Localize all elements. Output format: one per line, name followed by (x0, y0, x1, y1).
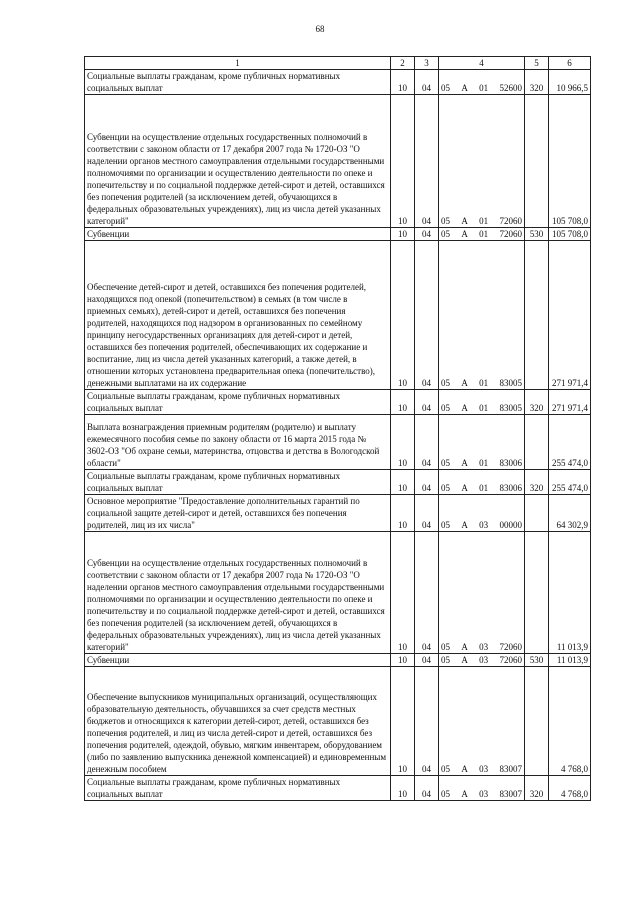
row-amount: 255 474,0 (549, 470, 591, 495)
target-code-part: 05 (441, 520, 450, 530)
target-code-part: 03 (479, 655, 489, 665)
target-code-parts (441, 519, 522, 531)
row-subsection: 04 (415, 667, 439, 776)
target-code-part: 05 (441, 403, 450, 413)
table-row (85, 667, 591, 776)
target-code-parts (441, 82, 522, 94)
target-code-part: 05 (441, 229, 450, 239)
table-row (85, 70, 591, 95)
row-amount: 4 768,0 (549, 667, 591, 776)
row-expense-type: 530 (525, 654, 549, 667)
target-code-part: 72060 (499, 642, 522, 652)
row-target-code (439, 470, 525, 495)
target-code-part: 83007 (499, 789, 522, 799)
row-target-code (439, 228, 525, 241)
header-col-1: 1 (85, 57, 391, 70)
target-code-part: 03 (479, 764, 489, 774)
row-amount: 11 013,9 (549, 654, 591, 667)
target-code-part: А (461, 403, 468, 413)
table-row (85, 415, 591, 470)
target-code-part: 00000 (499, 520, 522, 530)
target-code-part: 01 (479, 403, 489, 413)
target-code-part: А (461, 520, 468, 530)
row-expense-type (525, 415, 549, 470)
target-code-part: 05 (441, 789, 450, 799)
header-col-4: 4 (439, 57, 525, 70)
row-target-code (439, 532, 525, 654)
target-code-part: А (461, 655, 468, 665)
table-row (85, 228, 591, 241)
target-code-part: 05 (441, 642, 450, 652)
target-code-part: 83007 (499, 764, 522, 774)
target-code-part: 01 (479, 483, 489, 493)
row-target-code (439, 70, 525, 95)
table-row (85, 495, 591, 532)
row-section: 10 (391, 776, 415, 801)
header-col-2: 2 (391, 57, 415, 70)
row-section: 10 (391, 390, 415, 415)
target-code-part: А (461, 216, 468, 226)
row-description: Социальные выплаты гражданам, кроме публичных нормативных социальных выплат (85, 70, 391, 95)
target-code-part: 72060 (499, 216, 522, 226)
row-section: 10 (391, 654, 415, 667)
row-description: Субвенции (85, 654, 391, 667)
target-code-part: 52600 (499, 83, 522, 93)
target-code-parts (441, 641, 522, 653)
row-target-code (439, 241, 525, 390)
row-section: 10 (391, 532, 415, 654)
row-amount: 64 302,9 (549, 495, 591, 532)
row-section: 10 (391, 70, 415, 95)
target-code-part: А (461, 642, 468, 652)
target-code-part: А (461, 789, 468, 799)
target-code-part: 03 (479, 642, 489, 652)
row-target-code (439, 776, 525, 801)
target-code-parts (441, 763, 522, 775)
row-amount: 271 971,4 (549, 241, 591, 390)
row-target-code (439, 654, 525, 667)
table-row (85, 241, 591, 390)
target-code-parts (441, 228, 522, 240)
target-code-part: 72060 (499, 229, 522, 239)
target-code-part: 83006 (499, 458, 522, 468)
table-row (85, 532, 591, 654)
row-target-code (439, 415, 525, 470)
target-code-part: А (461, 764, 468, 774)
row-description: Социальные выплаты гражданам, кроме публичных нормативных социальных выплат (85, 470, 391, 495)
target-code-part: 83005 (499, 403, 522, 413)
target-code-part: 05 (441, 483, 450, 493)
target-code-part: 05 (441, 764, 450, 774)
target-code-part: 83005 (499, 378, 522, 388)
target-code-part: 72060 (499, 655, 522, 665)
row-description: Социальные выплаты гражданам, кроме публичных нормативных социальных выплат (85, 390, 391, 415)
row-subsection: 04 (415, 390, 439, 415)
target-code-part: 05 (441, 655, 450, 665)
target-code-parts (441, 654, 522, 666)
row-expense-type (525, 241, 549, 390)
row-subsection: 04 (415, 654, 439, 667)
target-code-part: 05 (441, 458, 450, 468)
row-expense-type: 320 (525, 776, 549, 801)
row-expense-type: 530 (525, 228, 549, 241)
row-amount: 105 708,0 (549, 228, 591, 241)
row-amount: 255 474,0 (549, 415, 591, 470)
target-code-parts (441, 402, 522, 414)
row-expense-type (525, 532, 549, 654)
row-amount: 4 768,0 (549, 776, 591, 801)
target-code-part: 01 (479, 216, 489, 226)
header-col-6: 6 (549, 57, 591, 70)
target-code-parts (441, 482, 522, 494)
row-target-code (439, 667, 525, 776)
row-description: Субвенции (85, 228, 391, 241)
table-body (85, 70, 591, 801)
target-code-part: 01 (479, 229, 489, 239)
page-number: 68 (315, 24, 325, 34)
row-description: Социальные выплаты гражданам, кроме публичных нормативных социальных выплат (85, 776, 391, 801)
row-target-code (439, 95, 525, 228)
row-amount: 105 708,0 (549, 95, 591, 228)
row-expense-type: 320 (525, 470, 549, 495)
target-code-part: 83006 (499, 483, 522, 493)
target-code-part: 03 (479, 520, 489, 530)
table-row (85, 470, 591, 495)
row-expense-type (525, 667, 549, 776)
target-code-parts (441, 377, 522, 389)
header-col-3: 3 (415, 57, 439, 70)
table-row (85, 95, 591, 228)
target-code-part: А (461, 378, 468, 388)
header-col-5: 5 (525, 57, 549, 70)
row-amount: 10 966,5 (549, 70, 591, 95)
table-row (85, 654, 591, 667)
budget-table (84, 56, 591, 801)
table-row (85, 390, 591, 415)
target-code-part: 01 (479, 83, 489, 93)
row-amount: 271 971,4 (549, 390, 591, 415)
target-code-part: 03 (479, 789, 489, 799)
row-description: Выплата вознаграждения приемным родителям (родителю) и выплату ежемесячного пособия семье по закону области от 16 марта 2015 года № 3602-ОЗ "Об охране семьи, материнства, отцовства и детства в Вологодской области" (85, 415, 391, 470)
row-subsection: 04 (415, 470, 439, 495)
target-code-part: 05 (441, 378, 450, 388)
row-subsection: 04 (415, 95, 439, 228)
row-section: 10 (391, 241, 415, 390)
row-description: Основное мероприятие "Предоставление дополнительных гарантий по социальной защите детей-сирот и детей, оставшихся без попечения родителей, лиц из их числа" (85, 495, 391, 532)
row-section: 10 (391, 667, 415, 776)
row-description: Обеспечение детей-сирот и детей, оставшихся без попечения родителей, находящихся под опекой (попечительством) в семьях (в том числе в приемных семьях), детей-сирот и детей, оставшихся без попечения родителей, находящихся под надзором в организованных по семейному принципу негосударственных организациях для детей-сирот и детей, оставшихся без попечения родителей, обеспечивающих их содержание и воспитание, лиц из числа детей указанных категорий, а также детей, в отношении которых установлена предварительная опека (попечительство), денежными выплатами на их содержание (85, 241, 391, 390)
target-code-part: 01 (479, 378, 489, 388)
row-target-code (439, 390, 525, 415)
target-code-part: А (461, 83, 468, 93)
target-code-parts (441, 788, 522, 800)
target-code-part: 01 (479, 458, 489, 468)
row-description: Субвенции на осуществление отдельных государственных полномочий в соответствии с законом области от 17 декабря 2007 года № 1720-ОЗ "О наделении органов местного самоуправления отдельными государственными полномочиями по организации и осуществлению деятельности по опеке и попечительству и по социальной поддержке детей-сирот и детей, оставшихся без попечения родителей (за исключением детей, обучающихся в федеральных образовательных учреждениях), лиц из числа детей указанных категорий" (85, 532, 391, 654)
row-subsection: 04 (415, 241, 439, 390)
row-description: Обеспечение выпускников муниципальных организаций, осуществляющих образовательную деятельность, обучавшихся за счет средств местных бюджетов и относящихся к категории детей-сирот, детей, оставшихся без попечения родителей, и лиц из числа детей-сирот и детей, оставшихся без попечения родителей, одеждой, обувью, мягким инвентарем, оборудованием (либо по заявлению выпускника денежной компенсацией) и единовременным денежным пособием (85, 667, 391, 776)
target-code-parts (441, 215, 522, 227)
row-expense-type (525, 495, 549, 532)
row-subsection: 04 (415, 495, 439, 532)
target-code-part: А (461, 483, 468, 493)
row-subsection: 04 (415, 228, 439, 241)
row-section: 10 (391, 228, 415, 241)
target-code-part: 05 (441, 216, 450, 226)
row-section: 10 (391, 495, 415, 532)
row-expense-type: 320 (525, 70, 549, 95)
row-target-code (439, 495, 525, 532)
row-subsection: 04 (415, 532, 439, 654)
target-code-part: 05 (441, 83, 450, 93)
row-section: 10 (391, 415, 415, 470)
row-expense-type: 320 (525, 390, 549, 415)
target-code-part: А (461, 229, 468, 239)
row-section: 10 (391, 95, 415, 228)
header-row (85, 57, 591, 70)
table-row (85, 776, 591, 801)
target-code-part: А (461, 458, 468, 468)
row-subsection: 04 (415, 776, 439, 801)
row-amount: 11 013,9 (549, 532, 591, 654)
row-subsection: 04 (415, 415, 439, 470)
row-expense-type (525, 95, 549, 228)
row-section: 10 (391, 470, 415, 495)
row-subsection: 04 (415, 70, 439, 95)
row-description: Субвенции на осуществление отдельных государственных полномочий в соответствии с законом области от 17 декабря 2007 года № 1720-ОЗ "О наделении органов местного самоуправления отдельными государственными полномочиями по организации и осуществлению деятельности по опеке и попечительству и по социальной поддержке детей-сирот и детей, оставшихся без попечения родителей (за исключением детей, обучающихся в федеральных образовательных учреждениях), лиц из числа детей указанных категорий" (85, 95, 391, 228)
target-code-parts (441, 457, 522, 469)
